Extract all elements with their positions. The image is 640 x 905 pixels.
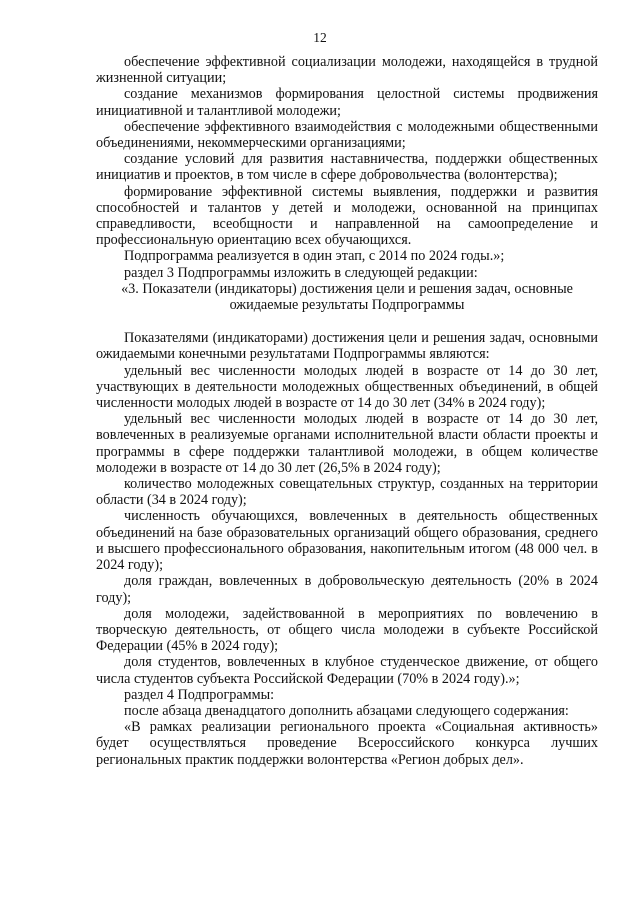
- paragraph: раздел 4 Подпрограммы:: [124, 686, 275, 703]
- document-body: [96, 54, 598, 768]
- paragraph: количество молодежных совещательных структур, созданных на территории области (34 в 2024 году);: [96, 476, 598, 509]
- paragraph: обеспечение эффективной социализации молодежи, находящейся в трудной жизненной ситуации;: [96, 54, 598, 87]
- paragraph: после абзаца двенадцатого дополнить абзацами следующего содержания:: [124, 702, 569, 719]
- paragraph: удельный вес численности молодых людей в возрасте от 14 до 30 лет, участвующих в деятельности молодежных общественных объединений, в общей численности молодых людей в возрасте от 14 до 30 лет (34% в 2024 году);: [96, 362, 598, 412]
- section-heading: «3. Показатели (индикаторы) достижения цели и решения задач, основные ожидаемые результаты Подпрограммы: [121, 280, 573, 314]
- paragraph: удельный вес численности молодых людей в возрасте от 14 до 30 лет, вовлеченных в реализуемые органами исполнительной власти области проекты и программы в сфере поддержки талантливой молодежи, в общем количестве молодежи в возрасте от 14 до 30 лет (26,5% в 2024 году);: [96, 411, 598, 476]
- page-number: 12: [313, 30, 327, 45]
- paragraph: обеспечение эффективного взаимодействия с молодежными общественными объединениями, некоммерческими организациями;: [96, 118, 598, 152]
- paragraph: доля граждан, вовлеченных в добровольческую деятельность (20% в 2024 году);: [96, 573, 598, 606]
- paragraph: доля молодежи, задействованной в мероприятиях по вовлечению в творческую деятельность, от общего числа молодежи в субъекте Российской Федерации (45% в 2024 году);: [96, 605, 598, 655]
- paragraph: раздел 3 Подпрограммы изложить в следующей редакции:: [124, 264, 478, 281]
- paragraph: численность обучающихся, вовлеченных в деятельность общественных объединений на базе образовательных организаций общего образования, среднего и высшего профессионального образования, накопительным итогом (48 000 чел. в 2024 году);: [96, 508, 598, 574]
- paragraph: доля студентов, вовлеченных в клубное студенческое движение, от общего числа студентов субъекта Российской Федерации (70% в 2024 году).»;: [96, 654, 598, 687]
- paragraph: создание механизмов формирования целостной системы продвижения инициативной и талантливой молодежи;: [96, 86, 598, 119]
- paragraph: «В рамках реализации регионального проекта «Социальная активность» будет осуществляться проведение Всероссийского конкурса лучших региональных практик поддержки волонтерства «Регион добрых дел».: [96, 719, 598, 768]
- paragraph: формирование эффективной системы выявления, поддержки и развития способностей и талантов у детей и молодежи, основанной на принципах справедливости, всеобщности и направленной на самоопределение и профессиональную ориентацию всех обучающихся.: [96, 183, 598, 249]
- paragraph: создание условий для развития наставничества, поддержки общественных инициатив и проектов, в том числе в сфере добровольчества (волонтерства);: [96, 151, 598, 184]
- paragraph: Показателями (индикаторами) достижения цели и решения задач, основными ожидаемыми конечными результатами Подпрограммы являются:: [96, 330, 598, 363]
- paragraph: Подпрограмма реализуется в один этап, с 2014 по 2024 годы.»;: [124, 248, 505, 265]
